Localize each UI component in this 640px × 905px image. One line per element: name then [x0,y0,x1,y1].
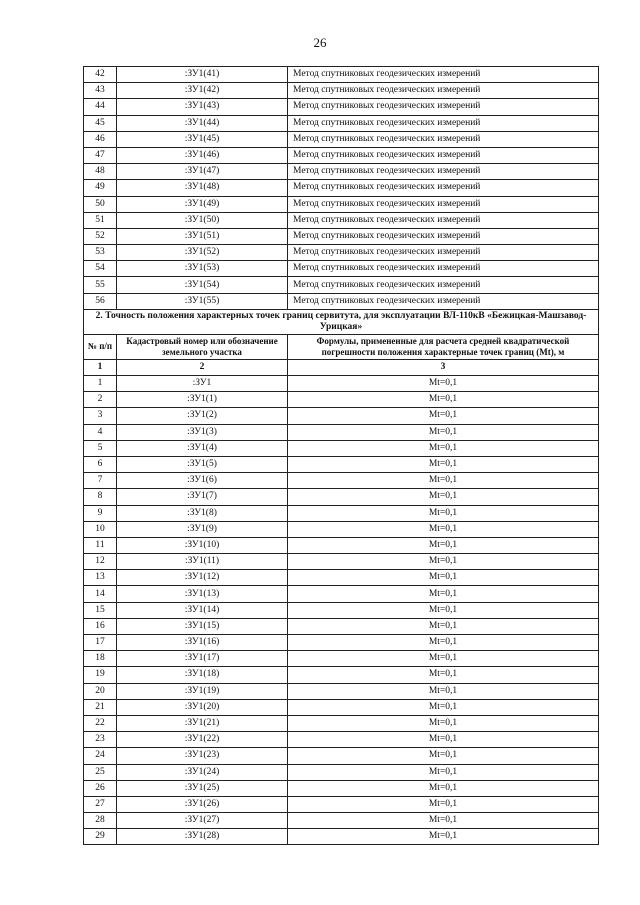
row-number: 51 [84,212,117,228]
row-number: 29 [84,829,117,845]
parcel-code: :ЗУ1(52) [117,245,288,261]
row-number: 25 [84,764,117,780]
table-row [84,83,599,99]
row-number: 44 [84,99,117,115]
parcel-code: :ЗУ1(54) [117,277,288,293]
table-row [84,748,599,764]
table-row [84,764,599,780]
row-number: 43 [84,83,117,99]
measurement-method: Метод спутниковых геодезических измерений [288,83,599,99]
accuracy-formula: Mt=0,1 [288,780,599,796]
table-row [84,554,599,570]
row-number: 47 [84,147,117,163]
accuracy-formula: Mt=0,1 [288,618,599,634]
table-row [84,521,599,537]
accuracy-formula: Mt=0,1 [288,489,599,505]
table-row [84,456,599,472]
row-number: 10 [84,521,117,537]
parcel-code: :ЗУ1(50) [117,212,288,228]
parcel-code: :ЗУ1(20) [117,699,288,715]
accuracy-formula: Mt=0,1 [288,554,599,570]
table-row [84,440,599,456]
section2-colnum-row [84,359,599,375]
colnum-3: 3 [288,359,599,375]
parcel-code: :ЗУ1(10) [117,537,288,553]
accuracy-formula: Mt=0,1 [288,715,599,731]
table-row [84,602,599,618]
parcel-code: :ЗУ1(25) [117,780,288,796]
measurement-method: Метод спутниковых геодезических измерений [288,212,599,228]
measurement-method: Метод спутниковых геодезических измерений [288,99,599,115]
accuracy-formula: Mt=0,1 [288,667,599,683]
row-number: 26 [84,780,117,796]
parcel-code: :ЗУ1(11) [117,554,288,570]
accuracy-formula: Mt=0,1 [288,764,599,780]
row-number: 23 [84,732,117,748]
accuracy-formula: Mt=0,1 [288,521,599,537]
parcel-code: :ЗУ1(49) [117,196,288,212]
table-row [84,277,599,293]
table-row [84,537,599,553]
parcel-code: :ЗУ1(15) [117,618,288,634]
parcel-code: :ЗУ1(2) [117,408,288,424]
parcel-code: :ЗУ1(43) [117,99,288,115]
parcel-code: :ЗУ1(22) [117,732,288,748]
table-row [84,505,599,521]
row-number: 17 [84,635,117,651]
table-row [84,376,599,392]
parcel-code: :ЗУ1(3) [117,424,288,440]
accuracy-formula: Mt=0,1 [288,732,599,748]
row-number: 54 [84,261,117,277]
page-number: 26 [313,35,327,50]
measurement-method: Метод спутниковых геодезических измерений [288,277,599,293]
row-number: 50 [84,196,117,212]
accuracy-formula: Mt=0,1 [288,392,599,408]
parcel-code: :ЗУ1(51) [117,228,288,244]
table-row [84,245,599,261]
table-row [84,293,599,309]
header-col-parcel: Кадастровый номер или обозначение земельного участка [117,334,288,359]
measurement-method: Метод спутниковых геодезических измерений [288,245,599,261]
accuracy-formula: Mt=0,1 [288,796,599,812]
coordinates-table [83,66,599,845]
accuracy-formula: Mt=0,1 [288,748,599,764]
table-row [84,586,599,602]
accuracy-formula: Mt=0,1 [288,699,599,715]
parcel-code: :ЗУ1(26) [117,796,288,812]
colnum-2: 2 [117,359,288,375]
parcel-code: :ЗУ1(7) [117,489,288,505]
row-number: 21 [84,699,117,715]
accuracy-formula: Mt=0,1 [288,505,599,521]
table-row [84,408,599,424]
accuracy-formula: Mt=0,1 [288,537,599,553]
accuracy-formula: Mt=0,1 [288,829,599,845]
row-number: 1 [84,376,117,392]
parcel-code: :ЗУ1(6) [117,473,288,489]
row-number: 16 [84,618,117,634]
measurement-method: Метод спутниковых геодезических измерений [288,261,599,277]
accuracy-formula: Mt=0,1 [288,408,599,424]
row-number: 52 [84,228,117,244]
parcel-code: :ЗУ1(16) [117,635,288,651]
row-number: 8 [84,489,117,505]
row-number: 11 [84,537,117,553]
accuracy-formula: Mt=0,1 [288,440,599,456]
parcel-code: :ЗУ1(28) [117,829,288,845]
parcel-code: :ЗУ1(8) [117,505,288,521]
table-row [84,147,599,163]
header-col-formula: Формулы, примененные для расчета средней квадратической погрешности положения характерные точек границ (Mt), м [288,334,599,359]
table-row [84,164,599,180]
parcel-code: :ЗУ1(42) [117,83,288,99]
table-row [84,115,599,131]
row-number: 53 [84,245,117,261]
row-number: 48 [84,164,117,180]
accuracy-formula: Mt=0,1 [288,602,599,618]
row-number: 28 [84,813,117,829]
row-number: 5 [84,440,117,456]
parcel-code: :ЗУ1 [117,376,288,392]
table-row [84,228,599,244]
row-number: 20 [84,683,117,699]
accuracy-formula: Mt=0,1 [288,570,599,586]
measurement-method: Метод спутниковых геодезических измерений [288,293,599,309]
table-row [84,570,599,586]
measurement-method: Метод спутниковых геодезических измерений [288,164,599,180]
table-row [84,635,599,651]
row-number: 3 [84,408,117,424]
parcel-code: :ЗУ1(1) [117,392,288,408]
row-number: 2 [84,392,117,408]
measurement-method: Метод спутниковых геодезических измерений [288,131,599,147]
row-number: 13 [84,570,117,586]
section2-title: 2. Точность положения характерных точек границ сервитута, для эксплуатации ВЛ-110кВ «Бежицкая-Машзавод-Урицкая» [84,309,599,334]
row-number: 45 [84,115,117,131]
table-row [84,667,599,683]
parcel-code: :ЗУ1(46) [117,147,288,163]
row-number: 15 [84,602,117,618]
parcel-code: :ЗУ1(47) [117,164,288,180]
row-number: 56 [84,293,117,309]
parcel-code: :ЗУ1(41) [117,67,288,83]
row-number: 49 [84,180,117,196]
table-row [84,651,599,667]
header-col-number: № п/п [84,334,117,359]
colnum-1: 1 [84,359,117,375]
row-number: 42 [84,67,117,83]
accuracy-formula: Mt=0,1 [288,424,599,440]
row-number: 24 [84,748,117,764]
accuracy-formula: Mt=0,1 [288,651,599,667]
measurement-method: Метод спутниковых геодезических измерений [288,196,599,212]
accuracy-formula: Mt=0,1 [288,635,599,651]
table-row [84,796,599,812]
table1-body [84,67,599,310]
parcel-code: :ЗУ1(12) [117,570,288,586]
table-row [84,180,599,196]
table2-body [84,376,599,845]
parcel-code: :ЗУ1(45) [117,131,288,147]
parcel-code: :ЗУ1(23) [117,748,288,764]
row-number: 27 [84,796,117,812]
row-number: 46 [84,131,117,147]
row-number: 4 [84,424,117,440]
table-row [84,131,599,147]
parcel-code: :ЗУ1(55) [117,293,288,309]
row-number: 6 [84,456,117,472]
section2-header-row [84,334,599,359]
row-number: 55 [84,277,117,293]
parcel-code: :ЗУ1(48) [117,180,288,196]
accuracy-formula: Mt=0,1 [288,586,599,602]
measurement-method: Метод спутниковых геодезических измерений [288,67,599,83]
table-row [84,813,599,829]
table-row [84,829,599,845]
table-row [84,196,599,212]
row-number: 22 [84,715,117,731]
parcel-code: :ЗУ1(27) [117,813,288,829]
table-row [84,618,599,634]
table-row [84,261,599,277]
table-row [84,683,599,699]
row-number: 9 [84,505,117,521]
table-row [84,732,599,748]
row-number: 12 [84,554,117,570]
table-row [84,699,599,715]
table-row [84,489,599,505]
row-number: 18 [84,651,117,667]
parcel-code: :ЗУ1(13) [117,586,288,602]
accuracy-formula: Mt=0,1 [288,813,599,829]
parcel-code: :ЗУ1(9) [117,521,288,537]
parcel-code: :ЗУ1(21) [117,715,288,731]
row-number: 7 [84,473,117,489]
table-row [84,99,599,115]
parcel-code: :ЗУ1(18) [117,667,288,683]
table-row [84,212,599,228]
measurement-method: Метод спутниковых геодезических измерений [288,180,599,196]
parcel-code: :ЗУ1(44) [117,115,288,131]
measurement-method: Метод спутниковых геодезических измерений [288,147,599,163]
table-row [84,780,599,796]
table-row [84,424,599,440]
row-number: 14 [84,586,117,602]
parcel-code: :ЗУ1(14) [117,602,288,618]
parcel-code: :ЗУ1(19) [117,683,288,699]
table-row [84,67,599,83]
parcel-code: :ЗУ1(5) [117,456,288,472]
table-row [84,715,599,731]
parcel-code: :ЗУ1(24) [117,764,288,780]
accuracy-formula: Mt=0,1 [288,683,599,699]
parcel-code: :ЗУ1(4) [117,440,288,456]
accuracy-formula: Mt=0,1 [288,456,599,472]
accuracy-formula: Mt=0,1 [288,473,599,489]
section2 [84,309,599,375]
table-row [84,392,599,408]
section2-title-row [84,309,599,334]
parcel-code: :ЗУ1(17) [117,651,288,667]
parcel-code: :ЗУ1(53) [117,261,288,277]
measurement-method: Метод спутниковых геодезических измерений [288,228,599,244]
row-number: 19 [84,667,117,683]
measurement-method: Метод спутниковых геодезических измерений [288,115,599,131]
table-row [84,473,599,489]
accuracy-formula: Mt=0,1 [288,376,599,392]
